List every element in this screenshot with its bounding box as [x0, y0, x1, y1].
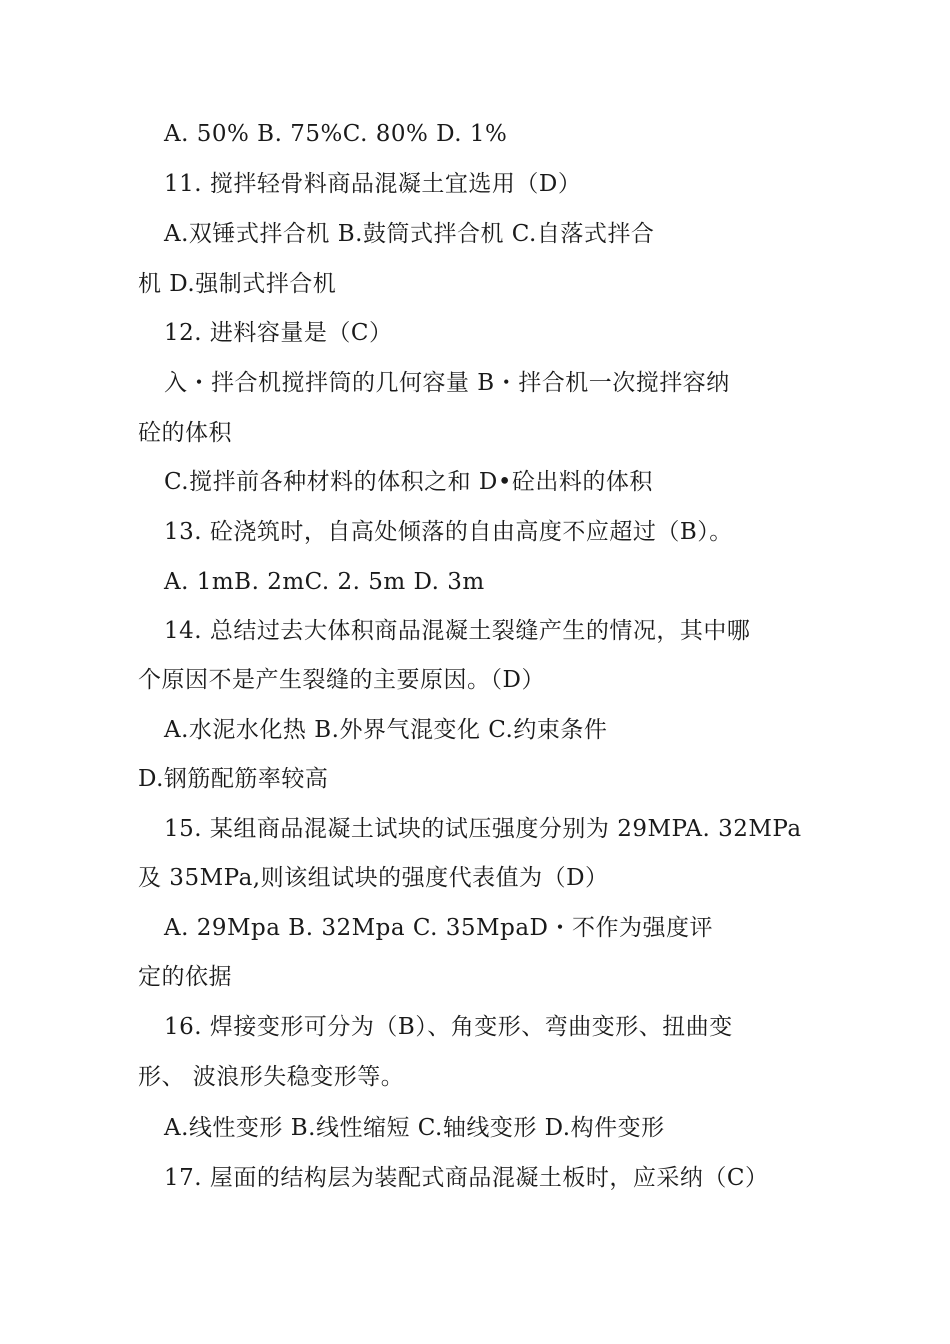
q10-options: A. 50% B. 75%C. 80% D. 1%	[164, 121, 508, 147]
q15-options-line2: 定的依据	[138, 964, 232, 990]
q15-options-line1: A. 29Mpa B. 32Mpa C. 35MpaD・不作为强度评	[164, 915, 713, 941]
q14-options-line2: D.钢筋配筋率较高	[138, 766, 329, 792]
q16-question-line2: 形、 波浪形失稳变形等。	[138, 1064, 405, 1090]
q12-question: 12. 进料容量是（C）	[164, 320, 393, 346]
q11-options-line2: 机 D.强制式拌合机	[138, 271, 337, 297]
q11-options-line1: A.双锤式拌合机 B.鼓筒式拌合机 C.自落式拌合	[164, 221, 655, 247]
q13-options: A. 1mB. 2mC. 2. 5m D. 3m	[164, 569, 485, 595]
q14-question-line2: 个原因不是产生裂缝的主要原因。（D）	[138, 667, 545, 693]
q14-options-line1: A.水泥水化热 B.外界气混变化 C.约束条件	[164, 717, 608, 743]
q11-question: 11. 搅拌轻骨料商品混凝土宜选用（D）	[164, 171, 582, 197]
q12-options-line2: 砼的体积	[138, 420, 232, 446]
q12-options-line1: 入・拌合机搅拌筒的几何容量 B・拌合机一次搅拌容纳	[164, 370, 730, 396]
q12-options-line3: C.搅拌前各种材料的体积之和 D•砼出料的体积	[164, 469, 653, 495]
q16-options: A.线性变形 B.线性缩短 C.轴线变形 D.构件变形	[164, 1115, 665, 1141]
q17-question: 17. 屋面的结构层为装配式商品混凝土板时，应采纳（C）	[164, 1165, 769, 1191]
q16-question-line1: 16. 焊接变形可分为（B）、角变形、弯曲变形、扭曲变	[164, 1014, 733, 1040]
q15-question-line1: 15. 某组商品混凝土试块的试压强度分别为 29MPA. 32MPa	[164, 816, 802, 842]
q13-question: 13. 砼浇筑时，自高处倾落的自由高度不应超过（B）。	[164, 519, 733, 545]
q14-question-line1: 14. 总结过去大体积商品混凝土裂缝产生的情况，其中哪	[164, 618, 751, 644]
q15-question-line2: 及 35MPa,则该组试块的强度代表值为（D）	[138, 865, 609, 891]
